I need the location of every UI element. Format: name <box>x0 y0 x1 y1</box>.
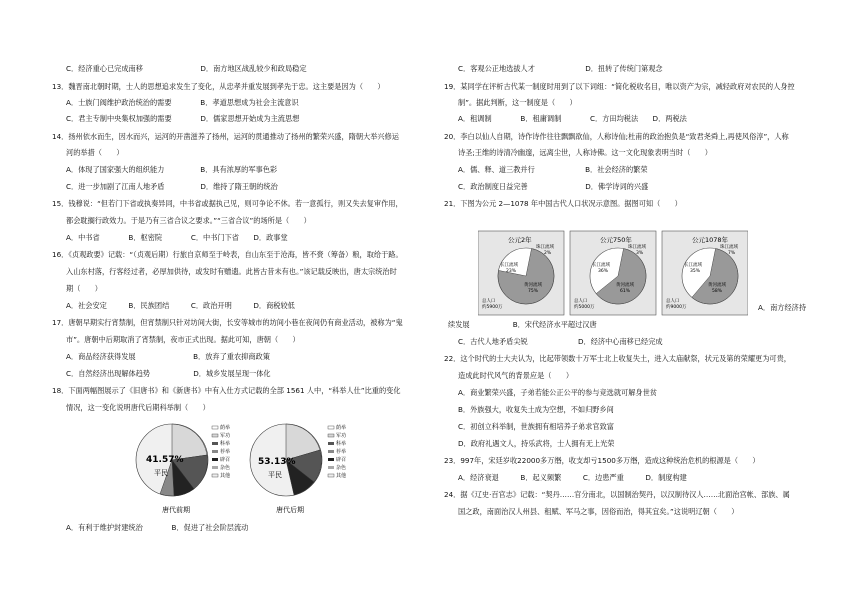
legend-item: 其他 <box>220 473 231 479</box>
caption-late: 唐代后期 <box>276 506 304 514</box>
total-value: 约5900万 <box>482 305 503 310</box>
text-line: 14．扬州依水而生，因水而兴，运河的开凿滋养了扬州，运河的贯通推动了扬州的繁荣兴盛，隋朝大举兴修运 <box>52 132 399 141</box>
north-label: 黄河流域 <box>616 283 634 288</box>
text-line: C．进一步加剧了江南人地矛盾 D．维持了隋王朝的统治 <box>66 182 278 191</box>
legend-item: 荐举 <box>220 449 231 455</box>
text-line: 制”。据此判断，这一制度是（ ） <box>458 98 577 107</box>
legend-item: 军功 <box>220 433 231 439</box>
text-line: 19．某同学在评析古代某一制度时用到了以下词组：“简化税收名目，唯以资产为宗，减轻政府对农民的人身控 <box>444 82 795 91</box>
text-line: 续发展 B．宋代经济水平超过汉唐 <box>448 320 597 329</box>
north-label: 黄河流域 <box>524 283 542 288</box>
caption-early: 唐代前期 <box>162 506 190 514</box>
text-line: A．租调制 B．租庸调制 C．方田均税法 D．两税法 <box>458 114 687 123</box>
legend-item: 杂色 <box>336 465 347 471</box>
panel-title: 公元2年 <box>508 236 532 244</box>
pct-right: 53.13% <box>258 457 296 467</box>
pearl-label: 珠江流域 <box>536 245 554 250</box>
text-line: 河的举措（ ） <box>66 148 124 157</box>
north-pct: 61% <box>620 289 631 294</box>
text-line: A．社会安定 B．民族团结 C．政治开明 D．商税较低 <box>66 301 295 310</box>
text-line: 23．997年，宋廷岁收22000多万缗，收支却亏1500多万缗，造成这种统治危机的根源是（ ） <box>444 456 760 465</box>
legend-item: 荫举 <box>336 425 347 431</box>
text-line: D．政府礼遇文人，持乐武将，士人拥有无上光荣 <box>458 439 615 448</box>
text-line: A．有利于维护封建统治 B．促进了社会阶层流动 <box>66 523 249 532</box>
text-line: C．客观公正地选拔人才 D．扭转了传统门第观念 <box>458 64 663 73</box>
north-pct: 58% <box>712 289 723 294</box>
text-line: 市”。唐朝中后期取消了宵禁制，夜市正式出现。据此可知，唐朝（ ） <box>66 335 300 344</box>
legend-item: 辟召 <box>336 457 347 463</box>
south-pct: 23% <box>506 269 517 274</box>
text-line: 入山东村落，行客经过者，必厚加供待，或发时有赠遗。此皆古昔未有也。”该记载反映出，唐太宗统治时 <box>66 267 397 276</box>
south-pct: 36% <box>598 269 609 274</box>
text-line: A．经济衰退 B．起义频繁 C．边患严重 D．制度构建 <box>458 473 687 482</box>
panel-title: 公元750年 <box>600 236 632 244</box>
figure-21 <box>478 230 748 316</box>
legend-item: 科举 <box>336 441 347 447</box>
text-line: 情况，这一变化说明唐代后期科举制（ ） <box>66 403 210 412</box>
south-label: 长江流域 <box>592 263 610 268</box>
text-line: 国之政，南面治汉人州县、租赋、军马之事，因俗而治，得其宜矣。”这说明辽朝（ ） <box>458 507 739 516</box>
legend-left <box>212 424 230 479</box>
pearl-pct: 3% <box>636 251 644 256</box>
text-line: A．士族门阀维护政治统治的需要 B．孝道思想成为社会主流意识 <box>66 98 299 107</box>
text-line: C．古代人地矛盾尖锐 D．经济中心南移已经完成 <box>458 337 663 346</box>
legend-item: 杂色 <box>220 465 231 471</box>
text-line: A．南方经济持 <box>758 303 807 312</box>
text-line: C．初创立科举制，世族拥有相培养子弟求官致富 <box>458 422 614 431</box>
pct-left: 41.57% <box>146 455 184 465</box>
total-label: 总人口 <box>666 299 680 304</box>
text-line: A．中书省 B．枢密院 C．中书门下省 D．政事堂 <box>66 233 288 242</box>
text-line: C．君主专制中央集权加强的需要 D．儒家思想开始成为主流思想 <box>66 114 300 123</box>
legend-item: 军功 <box>336 433 347 439</box>
text-line: 13．魏晋南北朝时期，士人的思想追求发生了变化，从忠孝并重发展到孝先于忠。这主要是因为（ ） <box>52 82 385 91</box>
total-value: 约5000万 <box>574 305 595 310</box>
legend-item: 荐举 <box>336 449 347 455</box>
text-line: C．自然经济出现解体趋势 D．城乡发展呈现一体化 <box>66 369 271 378</box>
north-label: 黄河流域 <box>708 283 726 288</box>
pie-early-tang <box>136 424 208 496</box>
legend-right <box>328 424 346 479</box>
text-line: 24．据《辽史·百官志》记载：“契丹……官分南北，以国制治契丹，以汉制待汉人……北面治宫帐、部族、属 <box>444 490 790 499</box>
figure-21-svg <box>478 230 748 316</box>
population-panel <box>570 231 656 315</box>
text-line: 都会耽搁行政效力。于是乃有三省合议之要求。”“三省合议”的场所是（ ） <box>66 216 311 225</box>
population-panel <box>478 231 564 315</box>
legend-item: 辟召 <box>220 457 231 463</box>
pearl-label: 珠江流域 <box>720 245 738 250</box>
text-line: C．政治制度日益完善 D．佛学诗词的兴盛 <box>458 182 649 191</box>
text-line: C．经济重心已完成南移 D．南方地区战乱较少和政局稳定 <box>66 64 307 73</box>
legend-item: 科举 <box>220 441 231 447</box>
text-line: 17．唐朝早期实行宵禁制，但宵禁制只针对坊间大街，长安等城市的坊间小巷在夜间仍有商业活动，被称为“鬼 <box>52 318 403 327</box>
text-line: 15．钱穆说：“但若门下省或执奏异同，中书省或据执己见，则可争论不休。若一意孤行，则又失去复审作用， <box>52 199 403 208</box>
legend-item: 荫举 <box>220 425 231 431</box>
figure-18 <box>124 420 374 520</box>
pingmin-left: 平民 <box>154 469 168 477</box>
legend-item: 其他 <box>336 473 347 479</box>
text-line: B．外族强大，收复失土成为空想，不如归野乡间 <box>458 405 614 414</box>
population-panel <box>662 231 748 315</box>
pearl-pct: 2% <box>544 251 552 256</box>
south-pct: 35% <box>690 269 701 274</box>
total-label: 总人口 <box>482 299 496 304</box>
text-line: A．商品经济获得发展 B．放弃了重农抑商政策 <box>66 352 270 361</box>
pingmin-right: 平民 <box>268 471 282 479</box>
north-pct: 75% <box>528 289 539 294</box>
pearl-label: 珠江流域 <box>628 245 646 250</box>
south-label: 长江流域 <box>500 263 518 268</box>
pearl-pct: 7% <box>728 251 736 256</box>
text-line: A．体现了国家强大的组织能力 B．具有浓厚的军事色彩 <box>66 165 278 174</box>
figure-18-svg <box>124 420 374 520</box>
text-line: A．商业繁荣兴盛，子弟若能公正公平的参与竞选就可解身世贫 <box>458 388 657 397</box>
text-line: 期（ ） <box>66 284 102 293</box>
text-line: 22．这个时代的士大夫认为，比起带领数十万军士北上收复失土，进入太庙献祭，状元及第的荣耀更为可贵， <box>444 354 791 363</box>
text-line: A．儒、释、道三教并行 B．社会经济的繁荣 <box>458 165 648 174</box>
text-line: 16．《贞观政要》记载：“（贞观后期）行旅自京师至于岭表，自山东至于沧海，皆不赍（筹备）粮，取给于路。 <box>52 250 403 259</box>
text-line: 造成此时代风气的背景应是（ ） <box>458 371 574 380</box>
total-label: 总人口 <box>574 299 588 304</box>
panel-title: 公元1078年 <box>692 236 729 244</box>
total-value: 约9000万 <box>666 305 687 310</box>
south-label: 长江流域 <box>684 263 702 268</box>
text-line: 21．下图为公元 2—1078 年中国古代人口状况示意图。据图可知（ ） <box>444 199 682 208</box>
pie-late-tang <box>250 424 322 496</box>
text-line: 诗圣;王维的诗清冷幽邃，远离尘世，人称诗佛。这一文化现象表明当时（ ） <box>458 148 712 157</box>
text-line: 20．李白以仙人自期，诗作诗作往往飘飘欲仙，人称诗仙;杜甫的政治抱负是“致君尧舜上,再使风俗淳”，人称 <box>444 132 789 141</box>
text-line: 18．下面两幅图展示了《旧唐书》和《新唐书》中有入仕方式记载的全部 1561 人中，“科举人仕”比重的变化 <box>52 386 401 395</box>
